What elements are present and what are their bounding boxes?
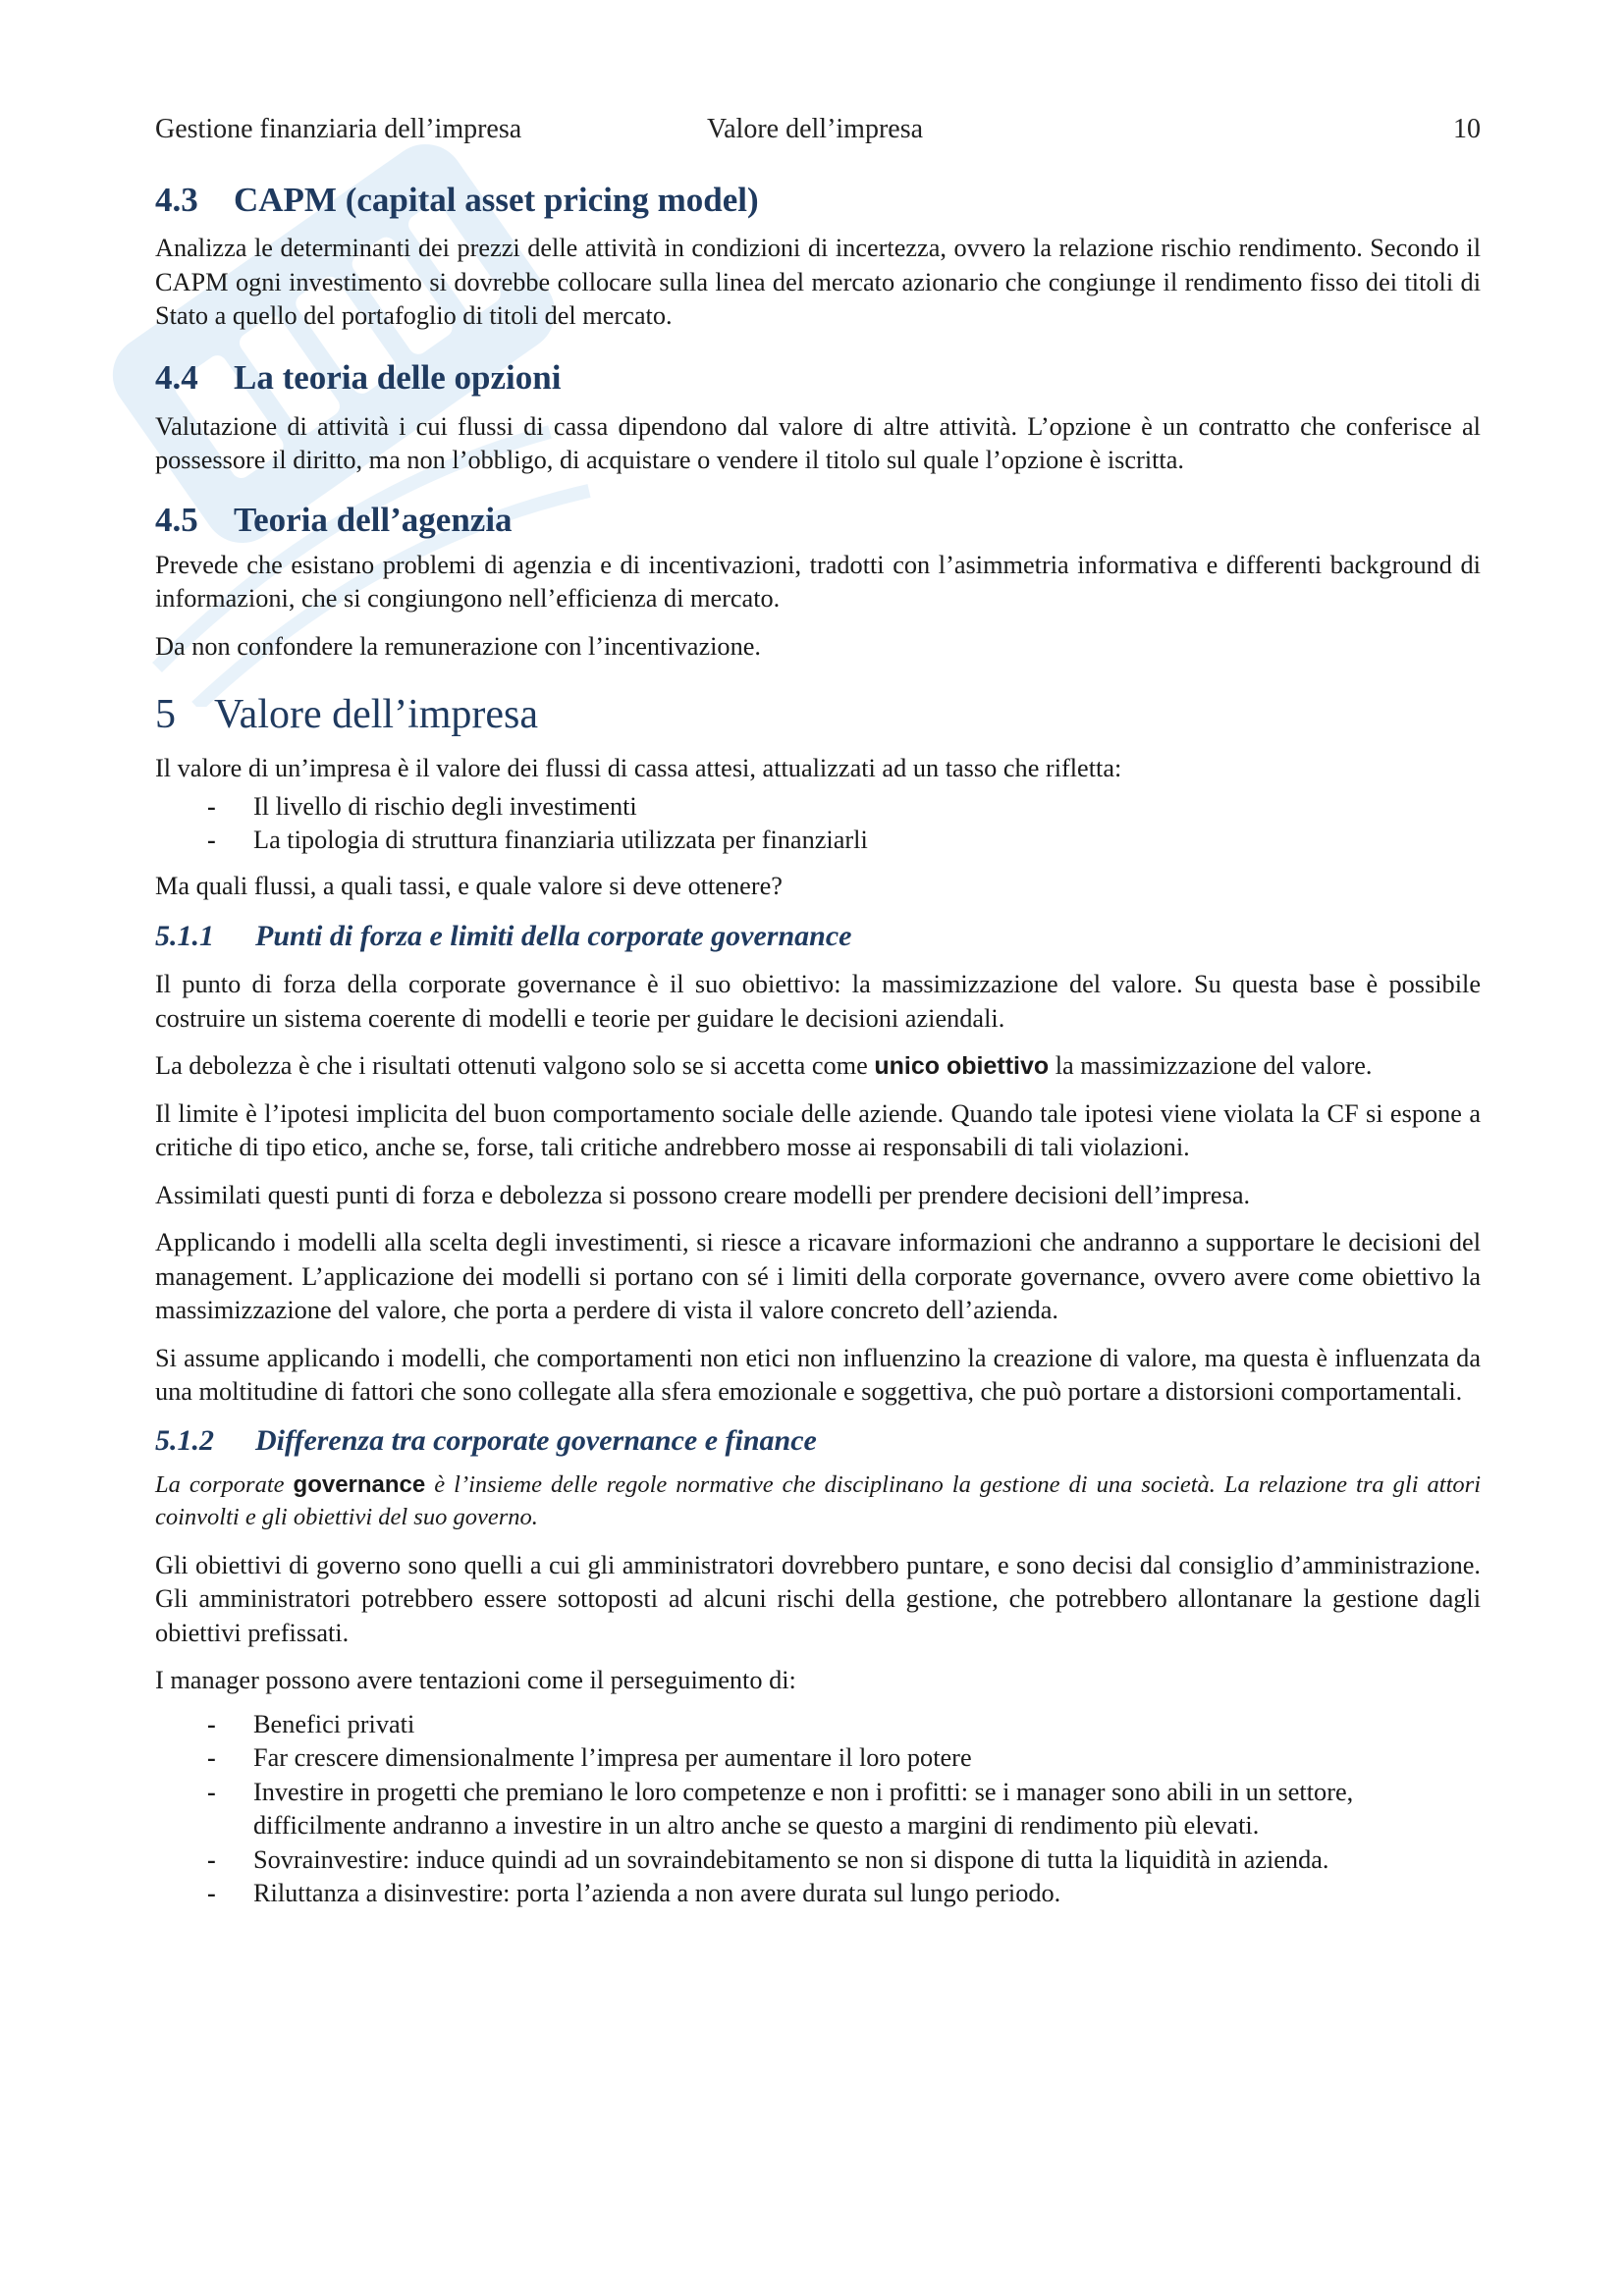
section-title: Teoria dell’agenzia: [234, 500, 513, 539]
paragraph: I manager possono avere tentazioni come il perseguimento di:: [155, 1666, 796, 1694]
list-item: - Investire in progetti che premiano le loro competenze e non i profitti: se i manager sono abili in un settore, difficilmente andranno a investire in un altro anche se questo a margini di rendimento più elevati.: [207, 1777, 1354, 1840]
emphasis-bold: governance: [293, 1470, 426, 1498]
chapter-number: 5: [155, 692, 176, 737]
paragraph: Applicando i modelli alla scelta degli investimenti, si riesce a ricavare informazioni che andranno a supportare le decisioni del management. L’applicazione dei modelli si portano con sé i limiti della corporate governance, ovvero avere come obiettivo la massimizzazione del valore, che porta a perdere di vista il valore concreto dell’azienda.: [155, 1228, 1481, 1324]
section-heading-4-3: [155, 178, 1481, 223]
paragraph: Analizza le determinanti dei prezzi delle attività in condizioni di incertezza, ovvero la relazione rischio rendimento. Secondo il CAPM ogni investimento si dovrebbe collocare sulla linea del mercato azionario che congiunge il rendimento fisso dei titoli di Stato a quello del portafoglio di titoli del mercato.: [155, 234, 1481, 330]
subsection-title: Differenza tra corporate governance e finance: [255, 1423, 817, 1457]
paragraph: Da non confondere la remunerazione con l’incentivazione.: [155, 631, 761, 661]
paragraph: Il limite è l’ipotesi implicita del buon comportamento sociale delle aziende. Quando tale ipotesi viene violata la CF si espone a critiche di tipo etico, anche se, forse, tali critiche andrebbero mosse ai responsabili di tali violazioni.: [155, 1098, 1481, 1161]
dash-bullet: -: [207, 1743, 216, 1772]
page-number: 10: [1453, 114, 1481, 144]
list-item: - Il livello di rischio degli investimenti: [155, 790, 1481, 825]
paragraph: Si assume applicando i modelli, che comportamenti non etici non influenzino la creazione di valore, ma questa è influenzata da una moltitudine di fattori che sono collegate alla sfera emozionale e soggettiva, che può portare a distorsioni comportamentali.: [155, 1343, 1481, 1406]
list-item: - Far crescere dimensionalmente l’impresa per aumentare il loro potere: [155, 1741, 1481, 1776]
paragraph: Prevede che esistano problemi di agenzia e di incentivazioni, tradotti con l’asimmetria informativa e differenti background di informazioni, che si congiungono nell’efficienza di mercato.: [155, 550, 1481, 613]
emphasis-bold: unico obiettivo: [874, 1052, 1050, 1080]
section-title: CAPM (capital asset pricing model): [234, 181, 759, 219]
list-item: - Benefici privati: [155, 1708, 1481, 1742]
section-number: 4.4: [155, 357, 198, 397]
subsection-number: 5.1.2: [155, 1423, 214, 1457]
subsection-number: 5.1.1: [155, 920, 214, 952]
subsection-heading-5-1-1: [155, 917, 1481, 956]
document-page: [155, 110, 1481, 1911]
section-heading-4-5: [155, 498, 1481, 543]
definition-paragraph: La corporate governance è l’insieme delle regole normative che disciplinano la gestione di una società. La relazione tra gli attori coinvolti e gli obiettivi del suo governo.: [155, 1470, 1481, 1530]
bullet-list: [155, 790, 1481, 858]
subsection-heading-5-1-2: [155, 1421, 1481, 1461]
chapter-heading-5: [155, 687, 1481, 742]
dash-bullet: -: [207, 1879, 216, 1907]
dash-bullet: -: [207, 1844, 216, 1874]
header-doc-title: Gestione finanziaria dell’impresa: [155, 114, 522, 144]
subsection-title: Punti di forza e limiti della corporate governance: [255, 920, 852, 952]
list-item: - Sovrainvestire: induce quindi ad un sovraindebitamento se non si dispone di tutta la liquidità in azienda.: [155, 1843, 1481, 1878]
chapter-title: Valore dell’impresa: [214, 692, 539, 737]
paragraph: Valutazione di attività i cui flussi di cassa dipendono dal valore di altre attività. L’opzione è un contratto che conferisce al possessore il diritto, ma non l’obbligo, di acquistare o vendere il titolo sul quale l’opzione è iscritta.: [155, 411, 1481, 474]
paragraph: Assimilati questi punti di forza e debolezza si possono creare modelli per prendere decisioni dell’impresa.: [155, 1180, 1251, 1209]
section-heading-4-4: [155, 355, 1481, 400]
dash-bullet: -: [207, 826, 216, 854]
dash-bullet: -: [207, 1709, 216, 1738]
header-chapter-title: Valore dell’impresa: [707, 114, 924, 144]
bullet-list: [155, 1708, 1481, 1911]
running-header: [155, 110, 1481, 153]
dash-bullet: -: [207, 1777, 216, 1806]
list-item: - Riluttanza a disinvestire: porta l’azienda a non avere durata sul lungo periodo.: [155, 1877, 1481, 1911]
paragraph: La debolezza è che i risultati ottenuti valgono solo se si accetta come unico obiettivo la massimizzazione del valore.: [155, 1051, 1373, 1080]
section-number: 4.3: [155, 181, 198, 219]
paragraph: Il punto di forza della corporate governance è il suo obiettivo: la massimizzazione del valore. Su questa base è possibile costruire un sistema coerente di modelli e teorie per guidare le decisioni aziendali.: [155, 970, 1481, 1033]
section-number: 4.5: [155, 500, 198, 539]
section-title: La teoria delle opzioni: [234, 357, 562, 397]
dash-bullet: -: [207, 791, 216, 821]
list-item: - La tipologia di struttura finanziaria utilizzata per finanziarli: [155, 824, 1481, 858]
paragraph: Ma quali flussi, a quali tassi, e quale valore si deve ottenere?: [155, 871, 783, 900]
paragraph: Il valore di un’impresa è il valore dei flussi di cassa attesi, attualizzati ad un tasso che rifletta:: [155, 754, 1122, 782]
paragraph: Gli obiettivi di governo sono quelli a cui gli amministratori dovrebbero puntare, e sono decisi dal consiglio d’amministrazione. Gli amministratori potrebbero essere sottoposti ad alcuni rischi della gestione, che potrebbero allontanare la gestione dagli obiettivi prefissati.: [155, 1550, 1481, 1647]
